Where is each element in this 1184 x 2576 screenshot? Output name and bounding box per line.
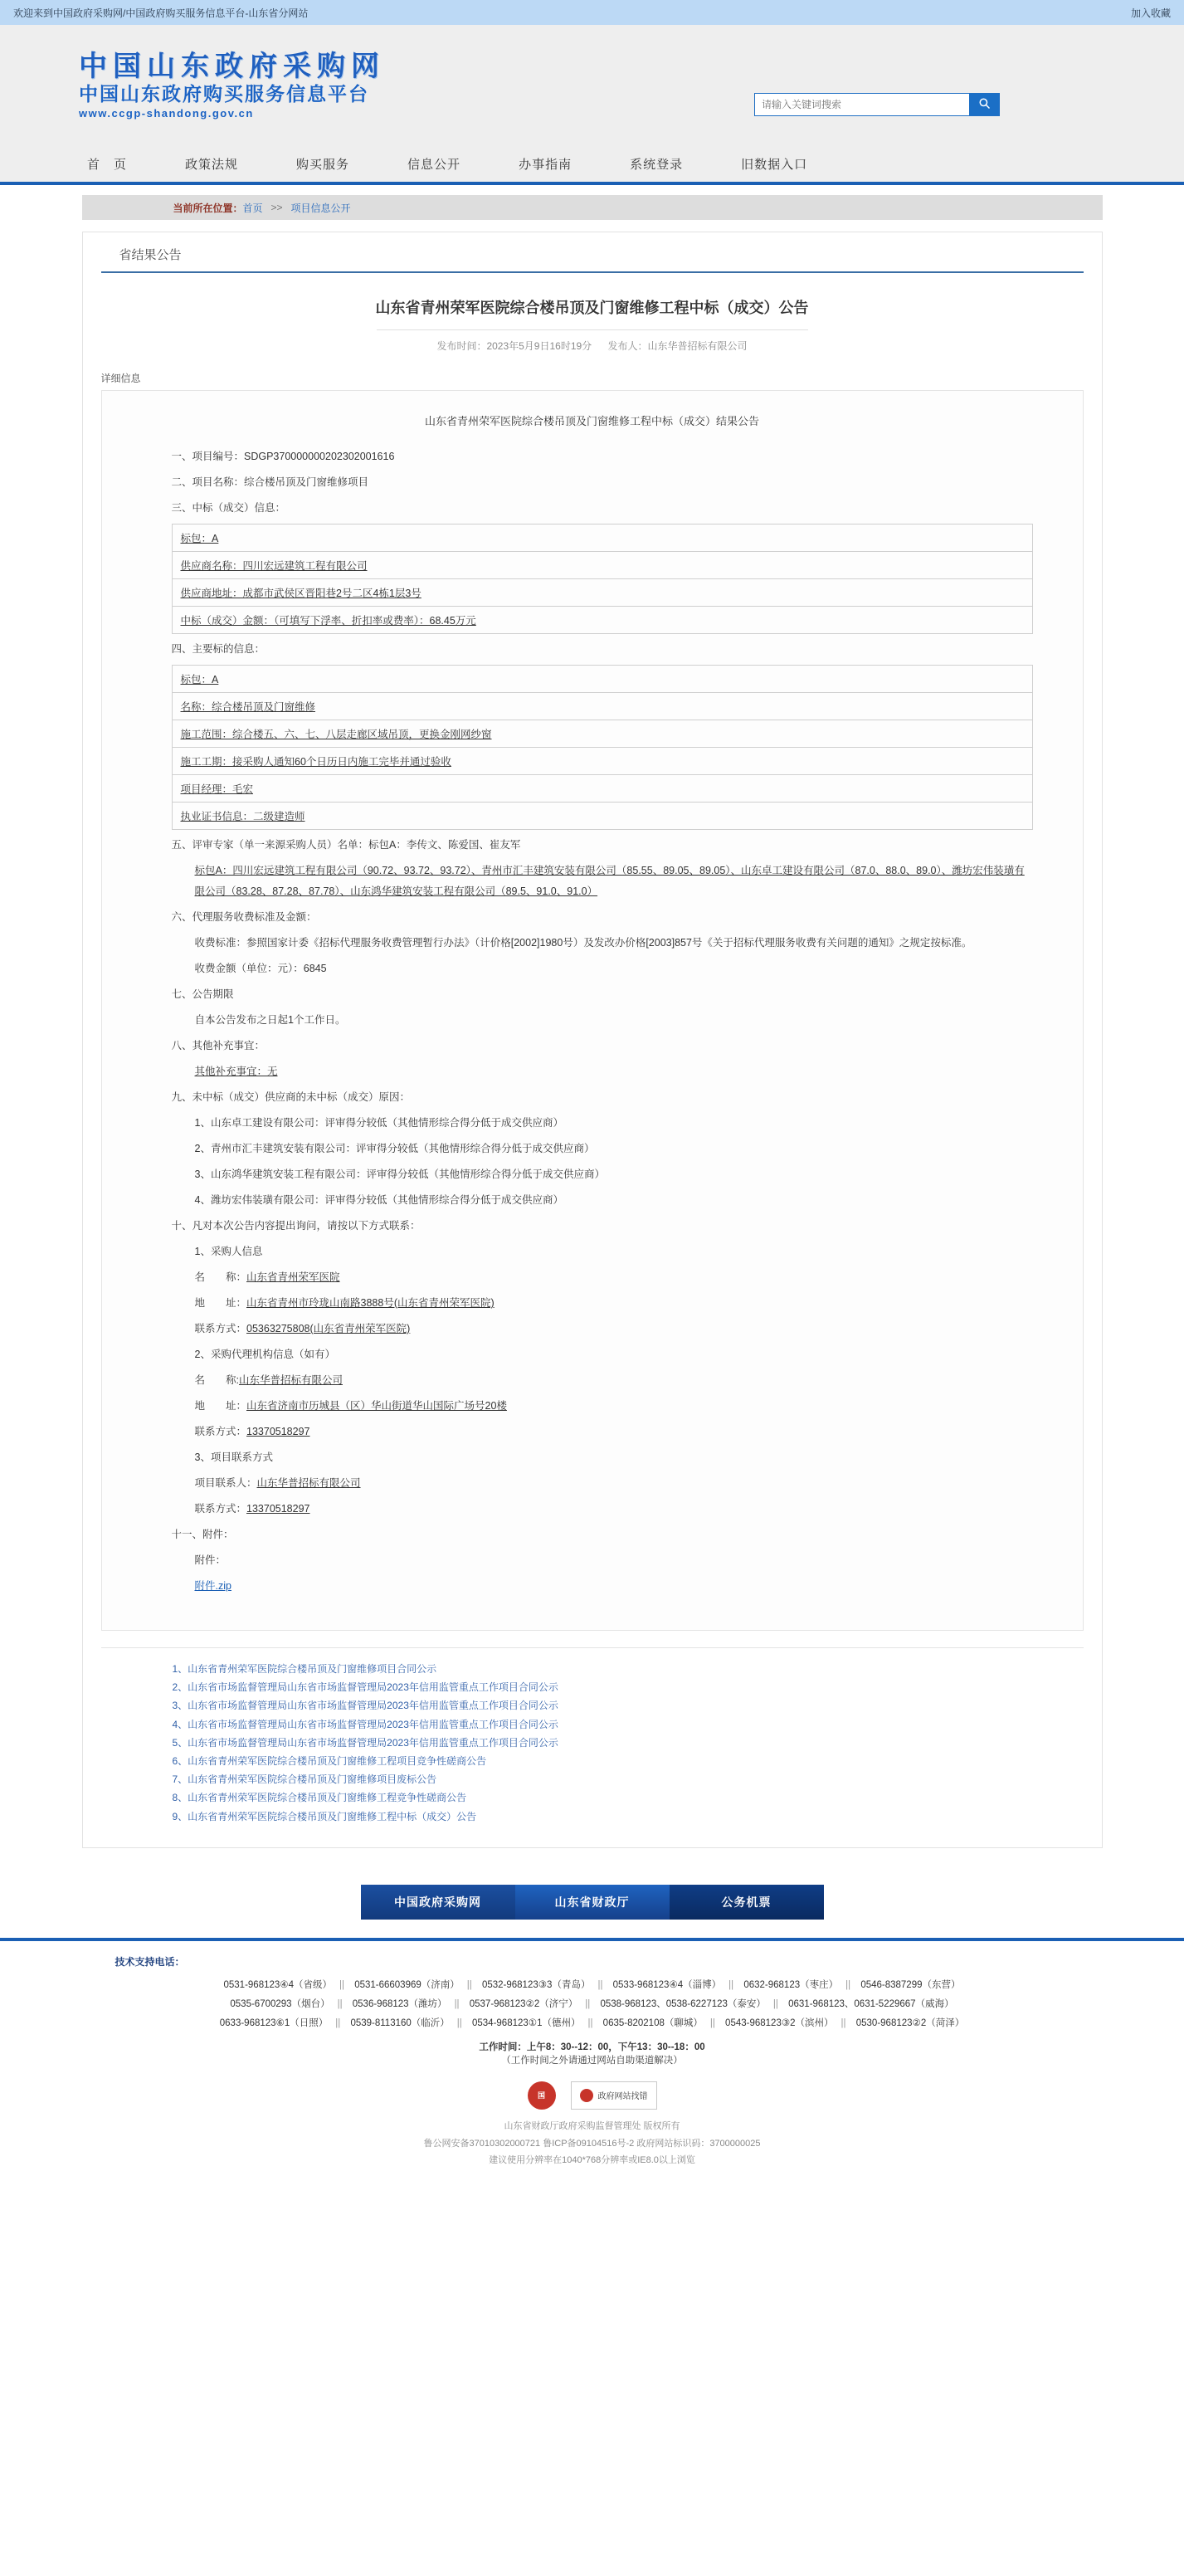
section-project-name: 二、项目名称：综合楼吊顶及门窗维修项目 [171,476,369,488]
contact-group1-title: 1、采购人信息 [194,1246,263,1257]
section-award-info-title: 三、中标（成交）信息： [171,502,286,514]
agency-phone: 13370518297 [246,1426,310,1437]
subject-lot: 标包：A [180,674,219,685]
related-announcements [101,1647,1084,1841]
breadcrumb-label: 当前所在位置： [173,202,243,214]
breadcrumb-home-link[interactable]: 首页 [242,202,263,214]
project-contact-name: 山东华普招标有限公司 [256,1477,361,1489]
section-contact-title: 十、凡对本次公告内容提出询问，请按以下方式联系： [171,1220,421,1232]
table-row [173,579,1032,607]
announcement-body [101,390,1084,1631]
card-header-title: 省结果公告 [101,232,1084,273]
agency-fee-amount: 收费金额（单位：元）：6845 [194,963,327,974]
subject-duration: 施工工期：接采购人通知60个日历日内施工完毕并通过验收 [180,756,451,768]
award-address: 供应商地址：成都市武侯区晋阳巷2号二区4栋1层3号 [180,588,421,599]
agency-name-label: 名 称: [194,1374,239,1386]
nav-item-policy[interactable]: 政策法规 [185,157,239,172]
other-body: 其他补充事宜：无 [194,1066,278,1077]
content-wrapper [82,232,1103,1848]
table-row [173,748,1032,775]
table-row [173,803,1032,830]
table-row [173,693,1032,720]
award-info-table [172,524,1033,634]
list-item[interactable]: 1、山东省青州荣军医院综合楼吊顶及门窗维修项目合同公示 [172,1663,437,1675]
publish-time: 发布时间：2023年5月9日16时19分 [436,340,592,352]
section-subject-info-title: 四、主要标的信息： [171,643,266,655]
breadcrumb-separator: >> [270,202,283,213]
loser-reason-2: 2、青州市汇丰建筑安装有限公司：评审得分较低（其他情形综合得分低于成交供应商） [194,1143,595,1154]
attachment-zip-link[interactable]: 附件.zip [194,1580,231,1592]
banner-official-air-ticket[interactable]: 公务机票 [670,1885,824,1920]
section-attachment-title: 十一、附件： [171,1529,234,1540]
logo-sub-title: 中国山东政府购买服务信息平台 [79,82,369,105]
list-item[interactable]: 6、山东省青州荣军医院综合楼吊顶及门窗维修工程项目竞争性磋商公告 [172,1754,487,1767]
section-agency-fee-title: 六、代理服务收费标准及金额： [171,911,317,923]
site-header [0,25,1184,145]
support-phone-row-3: 0633-968123⑥1（日照） || 0539-8113160（临沂） || 0534-968123①1（德州） || 0635-8202108（聊城） || 0543-968123③2（滨州） || 0530-968123②2（菏泽） [219,2017,965,2028]
phone-entry: 0532-968123③3（青岛） [481,1979,591,1990]
nav-item-home[interactable]: 首 页 [87,157,128,172]
table-row [173,524,1032,552]
project-tel-label: 联系方式： [194,1503,247,1515]
nav-item-guide[interactable]: 办事指南 [519,157,573,172]
agency-name: 山东华普招标有限公司 [238,1374,343,1386]
article-meta [377,329,808,353]
award-supplier: 供应商名称：四川宏远建筑工程有限公司 [180,560,368,572]
banner-ccgp[interactable]: 中国政府采购网 [361,1885,515,1920]
publisher: 发布人：山东华普招标有限公司 [607,340,748,352]
phone-entry: 0546-8387299（东营） [860,1979,961,1990]
phone-entry: 0530-968123②2（菏泽） [855,2017,965,2028]
project-tel-row [152,1499,1033,1520]
subject-info-table [172,665,1033,830]
agency-address: 山东省济南市历城县（区）华山街道华山国际广场号20楼 [246,1400,507,1412]
purchaser-tel-label: 联系方式： [194,1323,247,1334]
subject-scope: 施工范围：综合楼五、六、七、八层走廊区域吊顶，更换金刚网纱窗 [180,729,492,740]
phone-entry: 0531-66603969（济南） [354,1979,460,1990]
list-item[interactable]: 3、山东省市场监督管理局山东省市场监督管理局2023年信用监管重点工作项目合同公示 [172,1700,558,1712]
agency-addr-label: 地 址： [194,1400,247,1412]
site-footer [0,1938,1184,2193]
purchaser-tel-row [152,1319,1033,1339]
phone-entry: 0536-968123（潍坊） [352,1998,447,2009]
agency-name-row [152,1370,1033,1391]
support-phone-row-1: 0531-968123④4（省级） || 0531-66603969（济南） || 0532-968123③3（青岛） || 0533-968123④4（淄博） || 0632-968123（枣庄） || 0546-8387299（东营） [223,1979,961,1990]
nav-item-purchase[interactable]: 购买服务 [296,157,350,172]
loser-reason-4: 4、潍坊宏伟装璜有限公司：评审得分较低（其他情形综合得分低于成交供应商） [194,1194,563,1206]
section-experts-title: 五、评审专家（单一来源采购人员）名单：标包A：李传文、陈爱国、崔友军 [171,839,521,851]
support-phone-title: 技术支持电话： [115,1955,185,1968]
phone-entry: 0632-968123（枣庄） [743,1979,839,1990]
site-logo[interactable] [79,51,385,120]
purchaser-addr-label: 地 址： [194,1297,247,1309]
section-losers-title: 九、未中标（成交）供应商的未中标（成交）原因： [171,1091,411,1103]
project-contact-label: 项目联系人： [194,1477,257,1489]
support-phone-row-2: 0535-6700293（烟台） || 0536-968123（潍坊） || 0537-968123②2（济宁） || 0538-968123、0538-6227123（泰安） || 0631-968123、0631-5229667（威海） [230,1998,954,2009]
copyright-block [115,2118,1069,2185]
section-period-title: 七、公告期限 [171,988,234,1000]
copyright-line-2: 鲁公网安备37010302000721 鲁ICP备09104516号-2 政府网站标识码：3700000025 [423,2138,761,2149]
phone-entry: 0539-8113160（临沂） [350,2017,450,2028]
phone-entry: 0533-968123④4（淄博） [612,1979,722,1990]
agency-tel-row [152,1422,1033,1442]
table-row [173,666,1032,693]
detail-section-label: 详细信息 [100,373,141,384]
section-project-number: 一、项目编号：SDGP370000000202302001616 [171,451,395,462]
contact-group3-title: 3、项目联系方式 [194,1451,273,1463]
phone-entry: 0631-968123、0631-5229667（威海） [788,1998,954,2009]
list-item[interactable]: 8、山东省青州荣军医院综合楼吊顶及门窗维修工程竞争性磋商公告 [172,1792,467,1804]
list-item[interactable]: 7、山东省青州荣军医院综合楼吊顶及门窗维修项目废标公告 [172,1773,437,1786]
section-other-title: 八、其他补充事宜： [171,1040,266,1051]
phone-entry: 0538-968123、0538-6227123（泰安） [600,1998,766,2009]
seal-row [115,2081,1069,2110]
phone-entry: 0635-8202108（聊城） [602,2017,703,2028]
list-item[interactable]: 9、山东省青州荣军医院综合楼吊顶及门窗维修工程中标（成交）公告 [172,1810,477,1822]
project-contact-row [152,1473,1033,1494]
phone-entry: 0543-968123③2（滨州） [725,2017,834,2028]
national-emblem-icon: 国 [528,2081,556,2110]
page-title: 山东省青州荣军医院综合楼吊顶及门窗维修工程中标（成交）公告 [375,300,809,316]
search-button[interactable] [969,94,999,115]
phone-entry: 0633-968123⑥1（日照） [219,2017,329,2028]
welcome-text: 欢迎来到中国政府采购网/中国政府购买服务信息平台-山东省分网站 [13,7,309,19]
purchaser-name-row [152,1267,1033,1288]
loser-reason-1: 1、山东卓工建设有限公司：评审得分较低（其他情形综合得分低于成交供应商） [194,1117,563,1129]
add-favorite-link[interactable]: 加入收藏 [1130,7,1171,19]
gov-site-icon [580,2089,593,2102]
top-welcome-bar [0,0,1184,25]
doc-title: 山东省青州荣军医院综合楼吊顶及门窗维修工程中标（成交）结果公告 [424,415,759,427]
main-navigation [0,145,1184,185]
phone-entry: 0534-968123①1（德州） [471,2017,581,2028]
table-row [173,607,1032,634]
phone-entry: 0537-968123②2（济宁） [469,1998,578,2009]
list-item[interactable]: 2、山东省市场监督管理局山东省市场监督管理局2023年信用监管重点工作项目合同公示 [172,1681,558,1694]
report-error-label: 政府网站找错 [597,2092,648,2102]
breadcrumb-current[interactable]: 项目信息公开 [290,202,351,214]
work-time: 工作时间：上午8：30--12：00，下午13：30--18：00 [479,2042,705,2052]
phone-entry: 0531-968123④4（省级） [223,1979,332,1990]
copyright-line-3: 建议使用分辨率在1040*768分辨率或IE8.0以上浏览 [489,2155,695,2166]
subject-manager: 项目经理：毛宏 [180,783,254,795]
breadcrumb-band [0,185,1184,220]
table-row [173,720,1032,748]
purchaser-name-label: 名 称： [194,1271,247,1283]
breadcrumb [82,195,1103,220]
search-input[interactable] [755,94,969,115]
nav-item-login[interactable]: 系统登录 [630,157,684,172]
purchaser-name: 山东省青州荣军医院 [246,1271,340,1283]
project-phone: 13370518297 [246,1503,310,1515]
work-time-note: （工作时间之外请通过网站自助渠道解决） [501,2055,683,2066]
agency-addr-row [152,1396,1033,1417]
purchaser-phone: 05363275808(山东省青州荣军医院) [246,1323,411,1334]
table-row [173,552,1032,579]
award-lot: 标包：A [180,533,219,544]
nav-item-olddata[interactable]: 旧数据入口 [741,157,808,172]
copyright-line-1: 山东省财政厅政府采购监督管理处 版权所有 [504,2120,680,2131]
subject-certificate: 执业证书信息：二级建造师 [180,811,305,822]
purchaser-address: 山东省青州市玲珑山南路3888号(山东省青州荣军医院) [246,1297,495,1309]
contact-group2-title: 2、采购代理机构信息（如有） [194,1349,335,1360]
search-icon [978,97,991,112]
logo-url: www.ccgp-shandong.gov.cn [79,107,254,120]
report-error-badge[interactable] [571,2081,657,2110]
list-item[interactable]: 4、山东省市场监督管理局山东省市场监督管理局2023年信用监管重点工作项目合同公示 [172,1718,558,1730]
period-body: 自本公告发布之日起1个工作日。 [194,1014,346,1026]
partner-banners [0,1870,1184,1938]
attachment-label: 附件： [194,1554,227,1566]
list-item[interactable]: 5、山东省市场监督管理局山东省市场监督管理局2023年信用监管重点工作项目合同公示 [172,1736,558,1749]
search-box [754,93,1000,116]
announcement-card [82,232,1103,1848]
award-amount: 中标（成交）金额：（可填写下浮率、折扣率或费率）：68.45万元 [180,615,476,627]
agency-fee-standard: 收费标准：参照国家计委《招标代理服务收费管理暂行办法》（计价格[2002]1980号）及发改办价格[2003]857号《关于招标代理服务收费有关问题的通知》之规定按标准。 [194,937,972,949]
banner-shandong-finance[interactable]: 山东省财政厅 [515,1885,670,1920]
subject-name: 名称：综合楼吊顶及门窗维修 [180,701,316,713]
logo-main-title: 中国山东政府采购网 [79,49,385,83]
loser-reason-3: 3、山东鸿华建筑安装工程有限公司：评审得分较低（其他情形综合得分低于成交供应商） [194,1168,605,1180]
phone-entry: 0535-6700293（烟台） [230,1998,330,2009]
table-row [173,775,1032,803]
agency-tel-label: 联系方式： [194,1426,247,1437]
nav-item-disclosure[interactable]: 信息公开 [407,157,461,172]
expert-scores: 标包A：四川宏远建筑工程有限公司（90.72、93.72、93.72）、青州市汇丰建筑安装有限公司（85.55、89.05、89.05）、山东卓工建设有限公司（87.0、88.0、89.0）、潍坊宏伟装璜有限公司（83.28、87.28、87.78）、山东鸿华建筑安装工程有限公司（89.5、91.0、91.0） [194,865,1025,897]
purchaser-addr-row [152,1293,1033,1314]
